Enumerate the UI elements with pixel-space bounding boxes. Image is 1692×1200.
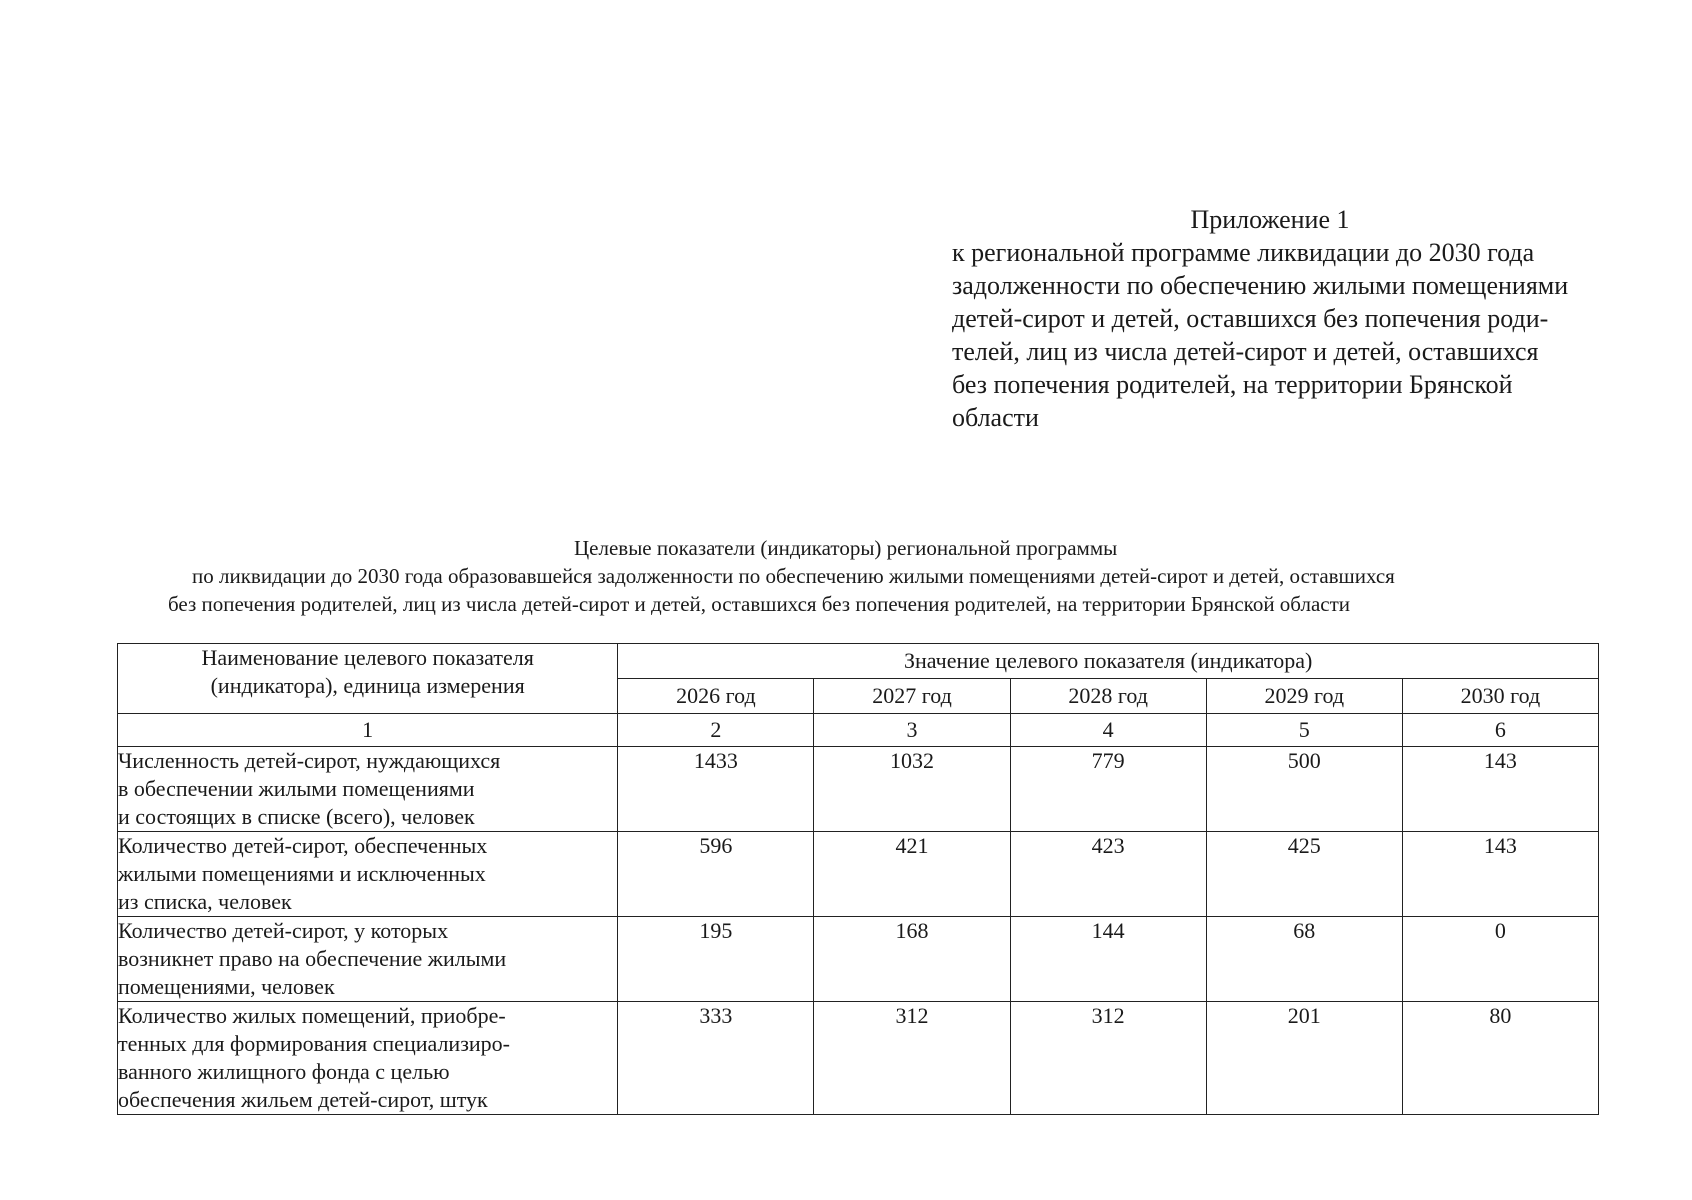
value-2027: 1032 [814,747,1010,832]
indicator-name-line: в обеспечении жилыми помещениями [118,776,475,801]
indicator-name-line: помещениями, человек [118,974,335,999]
column-number: 4 [1010,714,1206,747]
indicator-name [118,1002,618,1115]
value-2027: 168 [814,917,1010,1002]
appendix-block [952,203,1652,434]
header-year: 2030 год [1402,679,1598,714]
indicator-name-line: Количество детей-сирот, у которых [118,918,449,943]
header-year: 2027 год [814,679,1010,714]
appendix-line: к региональной программе ликвидации до 2030 года [952,238,1535,267]
value-2028: 312 [1010,1002,1206,1115]
value-2030: 0 [1402,917,1598,1002]
indicator-name-line: и состоящих в списке (всего), человек [118,804,475,829]
value-2029: 425 [1206,832,1402,917]
value-2028: 144 [1010,917,1206,1002]
value-2029: 68 [1206,917,1402,1002]
value-2029: 500 [1206,747,1402,832]
appendix-line: без попечения родителей, на территории Брянской [952,370,1513,399]
value-2030: 143 [1402,832,1598,917]
indicator-name-line: возникнет право на обеспечение жилыми [118,946,507,971]
indicator-name-line: из списка, человек [118,889,292,914]
value-2030: 143 [1402,747,1598,832]
column-number: 2 [618,714,814,747]
header-year: 2029 год [1206,679,1402,714]
value-2027: 421 [814,832,1010,917]
heading-line: Целевые показатели (индикаторы) региональной программы [574,536,1118,560]
heading-line: по ликвидации до 2030 года образовавшейся задолженности по обеспечению жилыми помещениями детей-сирот и детей, оставшихся [192,564,1395,588]
indicator-name-line: Количество жилых помещений, приобре- [118,1003,506,1028]
appendix-line: детей-сирот и детей, оставшихся без попечения роди- [952,304,1549,333]
header-name-line: Наименование целевого показателя [201,645,534,670]
appendix-line: области [952,403,1039,432]
value-2028: 423 [1010,832,1206,917]
column-number-row [118,714,1599,747]
table-row [118,747,1599,832]
appendix-line: задолженности по обеспечению жилыми помещениями [952,271,1569,300]
value-2026: 596 [618,832,814,917]
indicator-name-line: ванного жилищного фонда с целью [118,1059,450,1084]
value-2026: 333 [618,1002,814,1115]
value-2030: 80 [1402,1002,1598,1115]
value-2026: 195 [618,917,814,1002]
header-year: 2028 год [1010,679,1206,714]
heading-line: без попечения родителей, лиц из числа детей-сирот и детей, оставшихся без попечения родителей, на территории Брянской области [168,592,1351,616]
value-2028: 779 [1010,747,1206,832]
appendix-line: телей, лиц из числа детей-сирот и детей, оставшихся [952,337,1539,366]
header-value-group: Значение целевого показателя (индикатора) [618,644,1599,679]
value-2029: 201 [1206,1002,1402,1115]
indicators-table [117,643,1599,1115]
header-name-line: (индикатора), единица измерения [210,673,525,698]
table-row [118,1002,1599,1115]
header-indicator-name [118,644,618,714]
indicator-name [118,917,618,1002]
table-row [118,917,1599,1002]
document-heading [100,534,1600,618]
indicator-name-line: обеспечения жильем детей-сирот, штук [118,1087,488,1112]
indicator-name [118,747,618,832]
value-2027: 312 [814,1002,1010,1115]
indicator-name-line: жилыми помещениями и исключенных [118,861,486,886]
column-number: 6 [1402,714,1598,747]
column-number: 3 [814,714,1010,747]
header-year: 2026 год [618,679,814,714]
column-number: 1 [118,714,618,747]
indicator-name [118,832,618,917]
column-number: 5 [1206,714,1402,747]
table-row [118,832,1599,917]
appendix-title: Приложение 1 [1190,205,1350,234]
value-2026: 1433 [618,747,814,832]
indicator-name-line: тенных для формирования специализиро- [118,1031,510,1056]
indicator-name-line: Количество детей-сирот, обеспеченных [118,833,488,858]
indicator-name-line: Численность детей-сирот, нуждающихся [118,748,501,773]
